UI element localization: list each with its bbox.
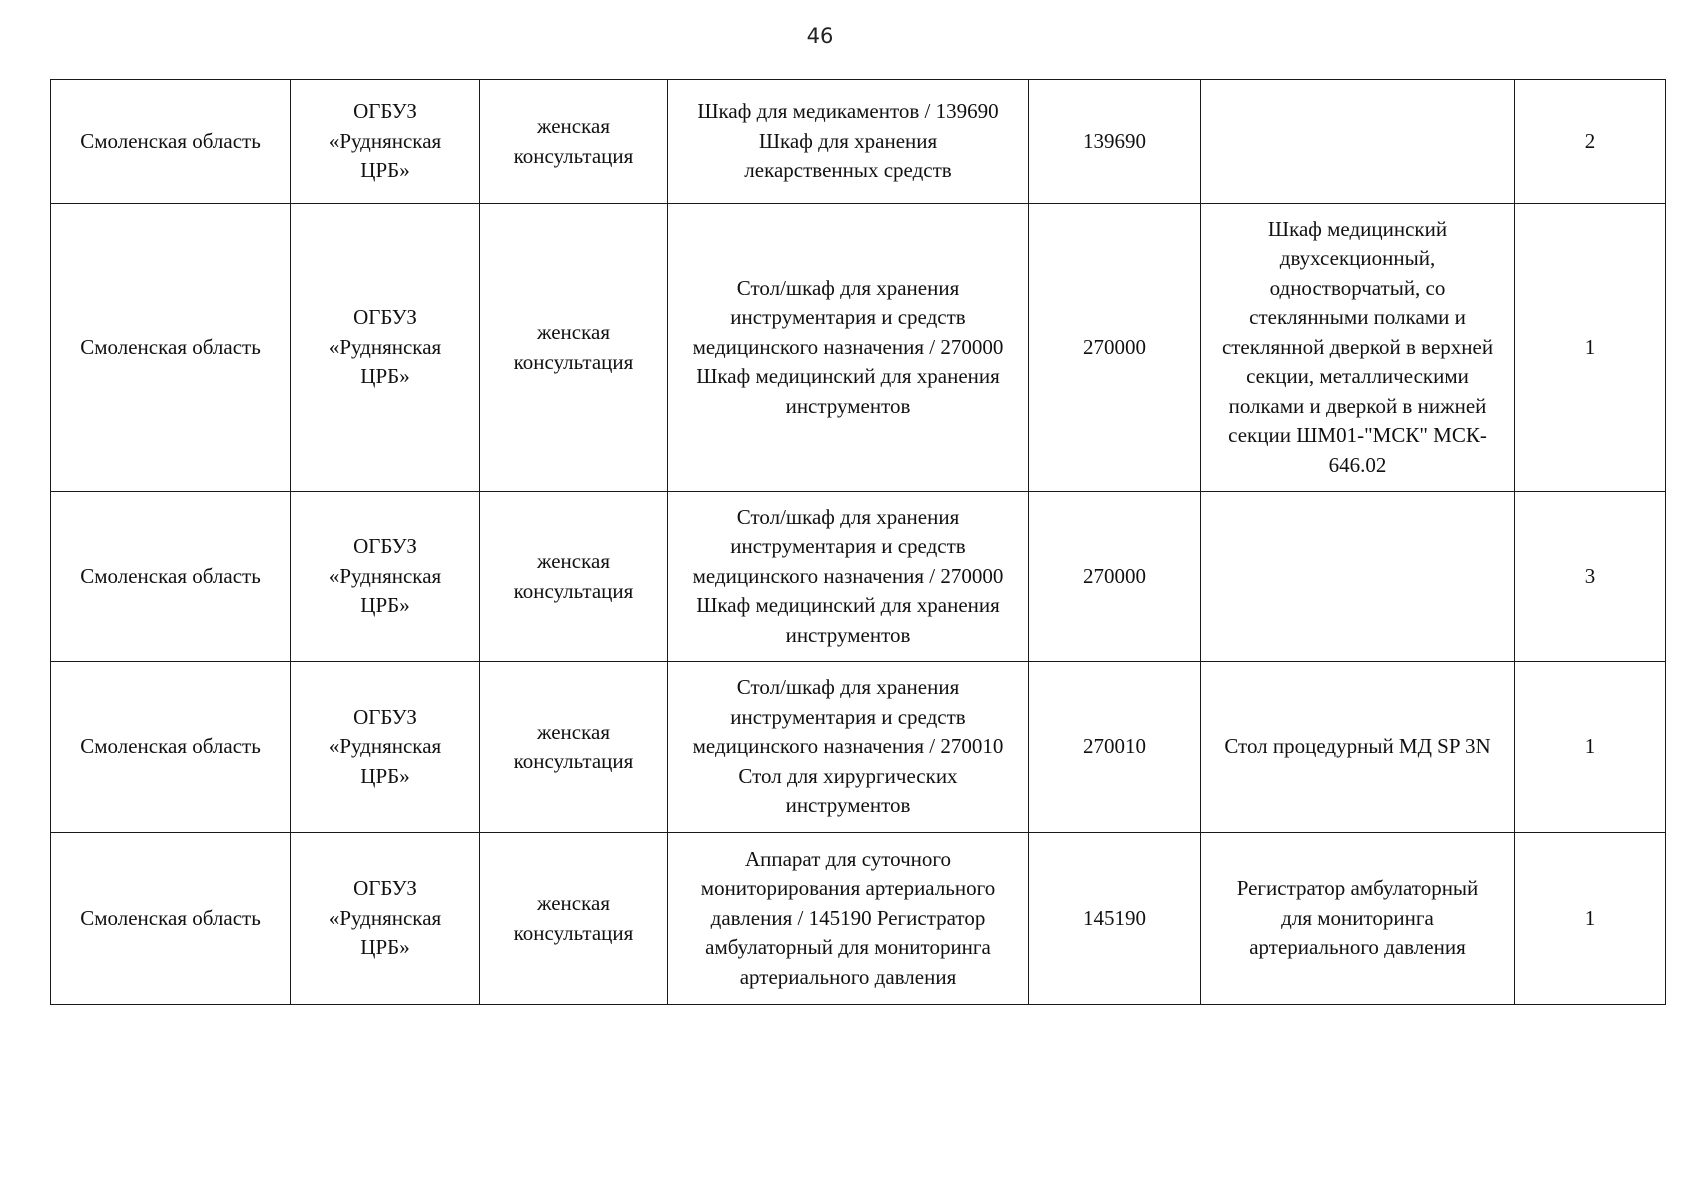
department-line: женская [537, 114, 610, 138]
organization-line: ЦРБ» [360, 593, 410, 618]
department-cell [480, 662, 668, 833]
equipment-line: инструментария и средств [730, 305, 966, 330]
code-text: 270000 [1083, 563, 1146, 588]
equipment-line: медицинского назначения / 270000 [692, 563, 1004, 588]
department-line: консультация [513, 143, 634, 168]
equipment-line: Шкаф для хранения [758, 128, 938, 153]
equipment-line: мониторирования артериального [700, 876, 996, 901]
equipment-line: Стол/шкаф для хранения [736, 275, 960, 300]
organization-line: ЦРБ» [360, 763, 410, 788]
organization-line: ОГБУЗ [353, 99, 417, 124]
equipment-line: Стол/шкаф для хранения [736, 675, 960, 700]
region-text: Смоленская область [80, 734, 261, 759]
description-line: Регистратор амбулаторный [1236, 876, 1479, 901]
equipment-line: инструментов [785, 793, 911, 818]
organization-line: ЦРБ» [360, 364, 410, 389]
table-row [51, 833, 1666, 1005]
code-cell [1029, 80, 1201, 204]
organization-cell [291, 492, 480, 662]
code-cell [1029, 204, 1201, 492]
description-line: секции ШМ01-"МСК" МСК- [1228, 423, 1487, 448]
equipment-line: артериального давления [739, 964, 957, 989]
organization-line: ЦРБ» [360, 158, 410, 183]
equipment-line: Аппарат для суточного [744, 846, 952, 871]
code-text: 270010 [1083, 734, 1146, 759]
department-line: женская [537, 891, 610, 915]
equipment-table [50, 79, 1666, 1005]
description-cell [1201, 833, 1515, 1005]
table-row [51, 80, 1666, 204]
quantity-cell [1515, 662, 1666, 833]
department-line: консультация [513, 578, 634, 603]
equipment-cell [668, 492, 1029, 662]
quantity-cell [1515, 833, 1666, 1005]
description-line: стеклянной дверкой в верхней [1221, 334, 1494, 359]
region-text: Смоленская область [80, 563, 261, 588]
organization-line: ОГБУЗ [353, 305, 417, 330]
organization-line: «Руднянская [328, 334, 442, 359]
description-line: одностворчатый, со [1269, 275, 1446, 300]
code-cell [1029, 833, 1201, 1005]
equipment-line: медицинского назначения / 270010 [692, 734, 1004, 759]
code-cell [1029, 492, 1201, 662]
quantity-text: 1 [1584, 334, 1596, 359]
department-line: женская [537, 549, 610, 573]
organization-line: «Руднянская [328, 128, 442, 153]
organization-line: ОГБУЗ [353, 876, 417, 901]
department-cell [480, 204, 668, 492]
region-cell [51, 204, 291, 492]
region-text: Смоленская область [80, 905, 261, 930]
organization-line: «Руднянская [328, 734, 442, 759]
region-cell [51, 492, 291, 662]
code-cell [1029, 662, 1201, 833]
code-text: 139690 [1083, 128, 1146, 153]
department-line: консультация [513, 349, 634, 374]
description-line: Стол процедурный МД SP 3N [1224, 734, 1491, 759]
code-text: 270000 [1083, 334, 1146, 359]
equipment-line: медицинского назначения / 270000 [692, 334, 1004, 359]
description-line: двухсекционный, [1279, 246, 1436, 271]
equipment-cell [668, 833, 1029, 1005]
quantity-text: 1 [1584, 734, 1596, 759]
equipment-cell [668, 662, 1029, 833]
table-row [51, 204, 1666, 492]
description-line: Шкаф медицинский [1267, 216, 1448, 241]
organization-line: «Руднянская [328, 905, 442, 930]
description-cell [1201, 204, 1515, 492]
organization-cell [291, 204, 480, 492]
table-row [51, 492, 1666, 662]
organization-cell [291, 80, 480, 204]
quantity-text: 3 [1584, 563, 1596, 588]
region-text: Смоленская область [80, 128, 261, 153]
description-line: 646.02 [1328, 452, 1387, 477]
description-cell [1201, 662, 1515, 833]
equipment-line: инструментария и средств [730, 704, 966, 729]
table-row [51, 662, 1666, 833]
equipment-line: Шкаф для медикаментов / 139690 [697, 99, 999, 124]
region-cell [51, 833, 291, 1005]
quantity-text: 1 [1584, 905, 1596, 930]
description-line: полками и дверкой в нижней [1228, 393, 1487, 418]
description-line: артериального давления [1249, 935, 1466, 960]
page-number: 46 [806, 24, 834, 48]
department-cell [480, 80, 668, 204]
equipment-line: Стол/шкаф для хранения [736, 504, 960, 529]
organization-line: «Руднянская [328, 563, 442, 588]
quantity-cell [1515, 492, 1666, 662]
equipment-line: давления / 145190 Регистратор [710, 905, 986, 930]
equipment-cell [668, 204, 1029, 492]
equipment-line: лекарственных средств [744, 158, 952, 183]
description-cell [1201, 80, 1515, 204]
description-line: секции, металлическими [1246, 364, 1469, 389]
equipment-line: Шкаф медицинский для хранения [696, 364, 1000, 389]
department-cell [480, 492, 668, 662]
organization-line: ОГБУЗ [353, 704, 417, 729]
organization-line: ЦРБ» [360, 935, 410, 960]
description-cell [1201, 492, 1515, 662]
description-line: для мониторинга [1281, 905, 1434, 930]
description-line: стеклянными полками и [1249, 305, 1466, 330]
equipment-line: амбулаторный для мониторинга [705, 935, 991, 960]
quantity-cell [1515, 204, 1666, 492]
equipment-line: Шкаф медицинский для хранения [696, 593, 1000, 618]
department-line: консультация [513, 920, 634, 945]
code-text: 145190 [1083, 905, 1146, 930]
department-line: женская [537, 719, 610, 744]
equipment-line: инструментов [785, 393, 911, 418]
equipment-cell [668, 80, 1029, 204]
department-cell [480, 833, 668, 1005]
table-body [51, 80, 1666, 1005]
department-line: консультация [513, 749, 634, 773]
organization-cell [291, 833, 480, 1005]
organization-line: ОГБУЗ [353, 534, 417, 559]
region-cell [51, 80, 291, 204]
quantity-text: 2 [1584, 128, 1596, 153]
equipment-line: инструментария и средств [730, 534, 966, 559]
department-line: женская [537, 320, 610, 344]
organization-cell [291, 662, 480, 833]
equipment-line: инструментов [785, 622, 911, 647]
region-cell [51, 662, 291, 833]
region-text: Смоленская область [80, 334, 261, 359]
quantity-cell [1515, 80, 1666, 204]
equipment-line: Стол для хирургических [738, 763, 958, 788]
